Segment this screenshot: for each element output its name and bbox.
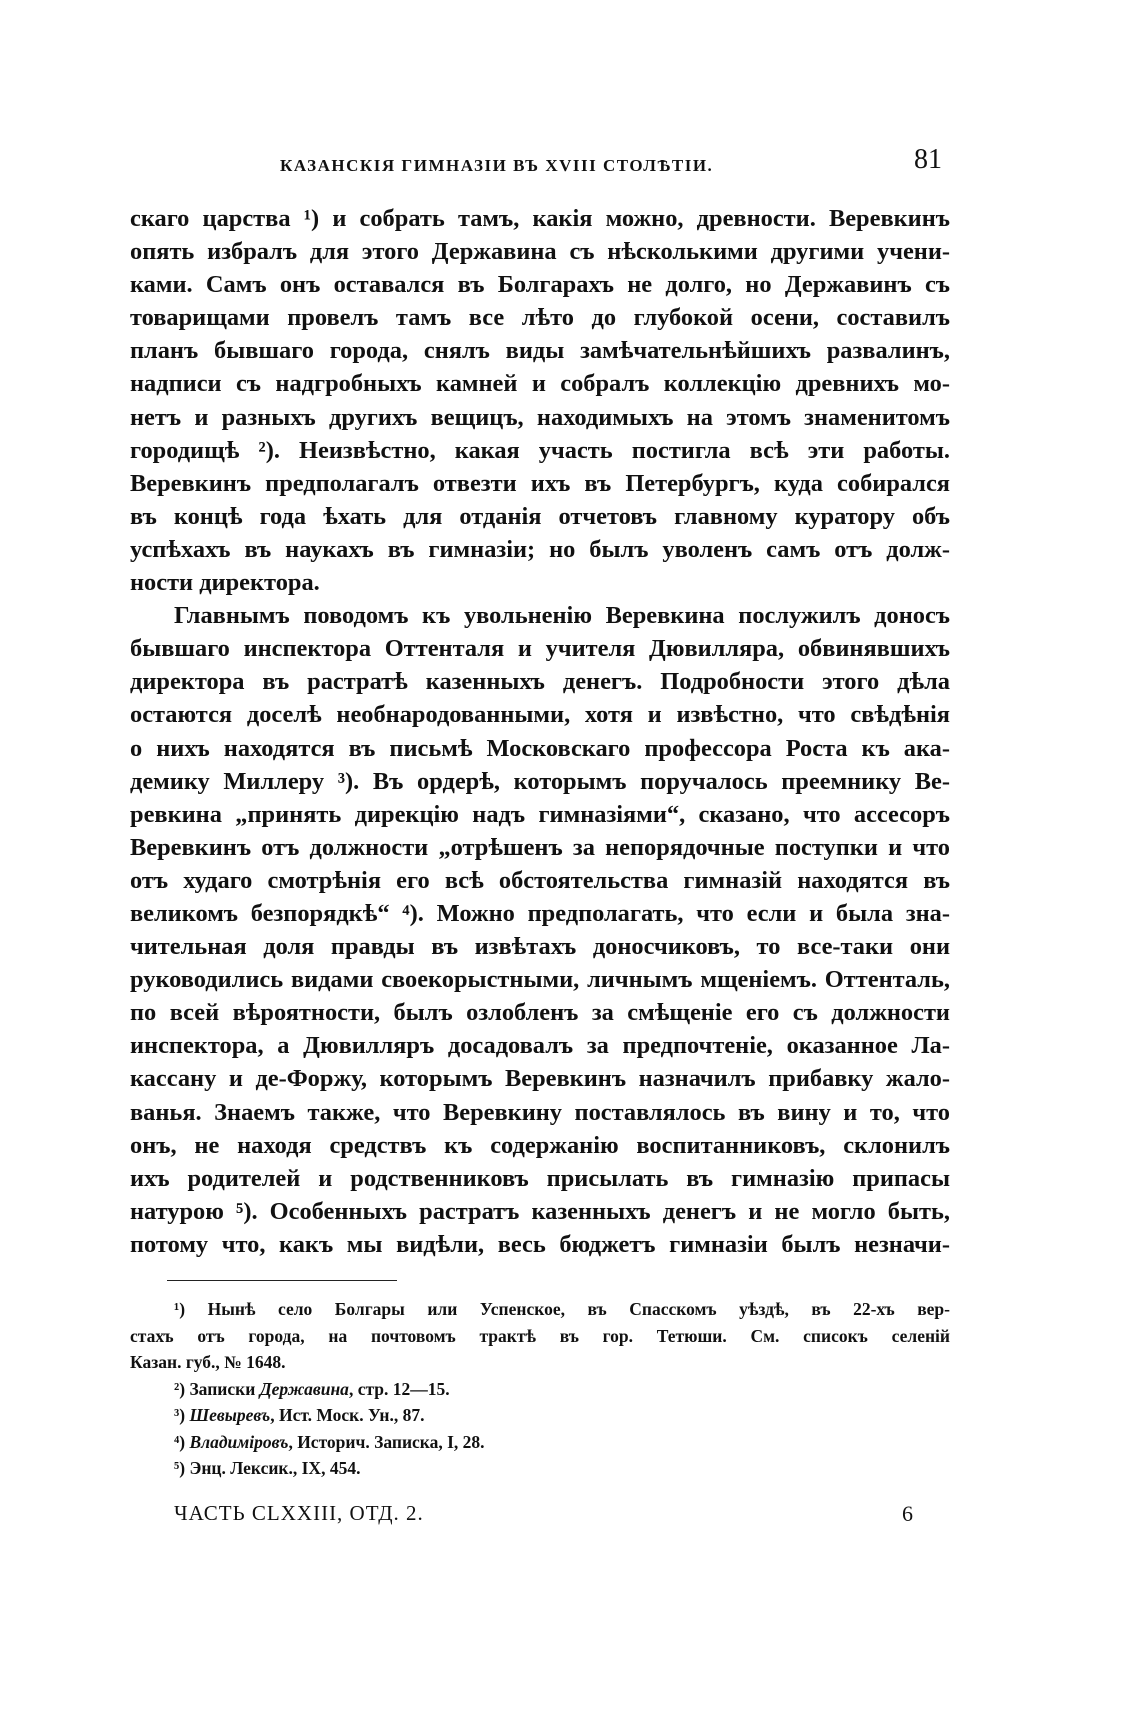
footnote-4-author: Владиміровъ — [189, 1431, 289, 1452]
text-line: инспектора, а Дювилляръ досадовалъ за предпочтеніе, оказанное Ла- — [130, 1032, 950, 1060]
text-line: директора въ растратѣ казенныхъ денегъ. Подробности этого дѣла — [130, 668, 950, 696]
text-line: остаются доселѣ необнародованными, хотя и извѣстно, что свѣдѣнія — [130, 701, 950, 729]
footnote-4 — [130, 1429, 950, 1456]
footnote-3 — [130, 1402, 950, 1429]
text-line: ревкина „принять дирекцію надъ гимназіями“, сказано, что ассесоръ — [130, 800, 950, 828]
sheet-number: 6 — [902, 1501, 914, 1526]
signature-line — [174, 1501, 914, 1535]
text-line: надписи съ надгробныхъ камней и собралъ коллекцію древнихъ мо- — [130, 370, 950, 398]
text-line: Веревкинъ предполагалъ отвезти ихъ въ Петербургъ, куда собирался — [130, 469, 950, 497]
text-line: нетъ и разныхъ другихъ вещицъ, находимыхъ на этомъ знаменитомъ — [130, 403, 950, 431]
text-line: ками. Самъ онъ оставался въ Болгарахъ не долго, но Державинъ съ — [130, 271, 950, 299]
footnote-2-rest: , стр. 12—15. — [348, 1378, 450, 1399]
part-signature: ЧАСТЬ CLXXIII, ОТД. 2. — [174, 1501, 424, 1525]
footnote-2 — [130, 1376, 950, 1403]
text-line: Веревкинъ отъ должности „отрѣшенъ за непорядочные поступки и что — [130, 833, 950, 861]
text-line: опять избралъ для этого Державина съ нѣсколькими другими учени- — [130, 238, 950, 266]
text-line: Главнымъ поводомъ къ увольненію Веревкина послужилъ доносъ — [174, 602, 950, 630]
text-line: натурою ⁵). Особенныхъ растратъ казенныхъ денегъ и не могло быть, — [130, 1197, 950, 1225]
running-title: КАЗАНСКІЯ ГИМНАЗІИ ВЪ XVIII СТОЛѢТІИ. — [280, 156, 714, 175]
text-line: по всей вѣроятности, былъ озлобленъ за смѣщеніе его съ должности — [130, 999, 950, 1027]
footnote-3-rest: , Ист. Моск. Ун., 87. — [270, 1405, 425, 1425]
main-text — [130, 202, 950, 1261]
footnote-1-line: Казан. губ., № 1648. — [130, 1352, 286, 1372]
text-line: планъ бывшаго города, снялъ виды замѣчательнѣйшихъ развалинъ, — [130, 337, 950, 365]
text-line: потому что, какъ мы видѣли, весь бюджетъ гимназіи былъ незначи- — [130, 1230, 950, 1258]
text-line: руководились видами своекорыстными, личнымъ мщеніемъ. Оттенталь, — [130, 966, 950, 994]
text-line: городищѣ ²). Неизвѣстно, какая участь постигла всѣ эти работы. — [130, 436, 950, 464]
footnote-1-line: ¹) Нынѣ село Болгары или Успенское, въ Спасскомъ уѣздѣ, въ 22-хъ вер- — [174, 1299, 950, 1319]
text-line: о нихъ находятся въ письмѣ Московскаго профессора Роста къ ака- — [130, 734, 950, 762]
footnote-4-rest: , Историч. Записка, I, 28. — [288, 1431, 485, 1452]
page-number: 81 — [914, 144, 942, 175]
text-line: ванья. Знаемъ также, что Веревкину поставлялось въ вину и то, что — [130, 1098, 950, 1126]
text-line: кассану и де-Форжу, которымъ Веревкинъ назначилъ прибавку жало- — [130, 1065, 950, 1093]
footnote-divider — [167, 1280, 397, 1281]
footnote-2-mark: ²) Записки — [174, 1378, 260, 1399]
text-line: успѣхахъ въ наукахъ въ гимназіи; но былъ уволенъ самъ отъ долж- — [130, 535, 950, 563]
paragraph-2 — [130, 599, 950, 1261]
footnote-3-mark: ³) — [174, 1405, 190, 1425]
text-line: демику Миллеру ³). Въ ордерѣ, которымъ поручалось преемнику Ве- — [130, 767, 950, 795]
page-header — [198, 144, 950, 188]
footnote-2-author: Державина — [259, 1378, 349, 1399]
text-line: товарищами провелъ тамъ все лѣто до глубокой осени, составилъ — [130, 304, 950, 332]
text-line: бывшаго инспектора Оттенталя и учителя Дювилляра, обвинявшихъ — [130, 635, 950, 663]
text-line: отъ худаго смотрѣнія его всѣ обстоятельства гимназій находятся въ — [130, 866, 950, 894]
footnote-3-author: Шевыревъ — [189, 1405, 271, 1425]
text-line: онъ, не находя средствъ къ содержанію воспитанниковъ, склонилъ — [130, 1131, 950, 1159]
footnote-1-line: стахъ отъ города, на почтовомъ трактѣ въ гор. Тетюши. См. списокъ селеній — [130, 1325, 950, 1346]
text-line: ихъ родителей и родственниковъ присылать въ гимназію припасы — [130, 1164, 950, 1192]
footnote-4-mark: ⁴) — [174, 1431, 190, 1452]
text-line: скаго царства ¹) и собрать тамъ, какія можно, древности. Веревкинъ — [130, 205, 950, 232]
text-line: въ концѣ года ѣхать для отданія отчетовъ главному куратору объ — [130, 502, 950, 530]
text-line: чительная доля правды въ извѣтахъ доносчиковъ, то все-таки они — [130, 933, 950, 961]
paragraph-1 — [130, 202, 950, 599]
text-line: ности директора. — [130, 569, 320, 597]
footnote-5: ⁵) Энц. Лексик., IX, 454. — [174, 1458, 361, 1478]
text-line: великомъ безпорядкѣ“ ⁴). Можно предполагать, что если и была зна- — [130, 899, 950, 927]
footnotes — [130, 1296, 950, 1482]
